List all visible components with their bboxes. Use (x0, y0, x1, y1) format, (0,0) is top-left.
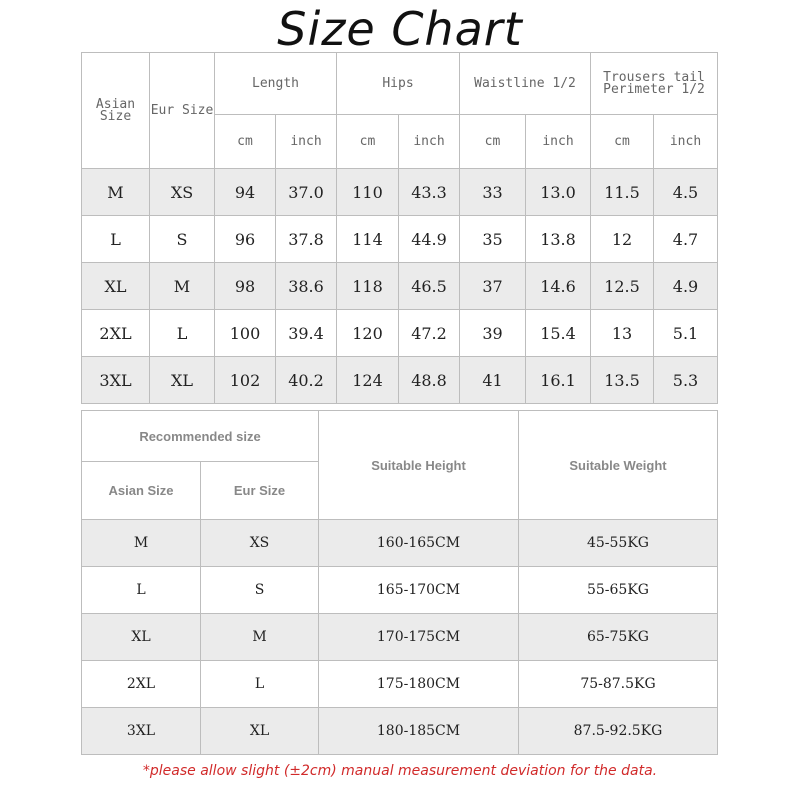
table-cell: 5.1 (654, 310, 718, 357)
table-cell: L (150, 310, 215, 357)
table-cell: L (201, 661, 319, 708)
table-row (82, 263, 718, 310)
table-row (82, 169, 718, 216)
table-cell: 37.8 (276, 216, 337, 263)
table-cell: 120 (337, 310, 399, 357)
hips-header: Hips (337, 53, 460, 115)
table-cell: 13.8 (526, 216, 591, 263)
table-cell: 44.9 (399, 216, 460, 263)
table-row (82, 310, 718, 357)
table-cell: 39 (460, 310, 526, 357)
table-cell: 180-185CM (319, 708, 519, 755)
table-cell: M (150, 263, 215, 310)
table-cell: 46.5 (399, 263, 460, 310)
table-cell: 118 (337, 263, 399, 310)
table-cell: 110 (337, 169, 399, 216)
table-cell: 13.0 (526, 169, 591, 216)
trousers-header: Trousers tail Perimeter 1/2 (591, 53, 718, 115)
table-cell: 5.3 (654, 357, 718, 404)
length-header: Length (215, 53, 337, 115)
table-cell: L (82, 216, 150, 263)
table-row (82, 661, 718, 708)
recommended-size-table (81, 410, 718, 755)
table-cell: 65-75KG (519, 614, 718, 661)
table-row (82, 520, 718, 567)
table-cell: 2XL (82, 661, 201, 708)
unit-cm: cm (591, 115, 654, 169)
table-cell: 98 (215, 263, 276, 310)
table-cell: 3XL (82, 708, 201, 755)
recommended-size-header: Recommended size (82, 411, 319, 462)
table-cell: 12 (591, 216, 654, 263)
table-cell: 41 (460, 357, 526, 404)
waistline-header: Waistline 1/2 (460, 53, 591, 115)
table-cell: 12.5 (591, 263, 654, 310)
table-cell: 11.5 (591, 169, 654, 216)
table-cell: 4.7 (654, 216, 718, 263)
table-cell: 87.5-92.5KG (519, 708, 718, 755)
table-cell: 114 (337, 216, 399, 263)
unit-cm: cm (337, 115, 399, 169)
table-cell: M (82, 169, 150, 216)
eur-size-header: Eur Size (150, 53, 215, 169)
suitable-weight-header: Suitable Weight (519, 411, 718, 520)
table-cell: M (82, 520, 201, 567)
table-cell: 96 (215, 216, 276, 263)
table-cell: 47.2 (399, 310, 460, 357)
table-cell: 4.9 (654, 263, 718, 310)
table-cell: 124 (337, 357, 399, 404)
table-cell: 3XL (82, 357, 150, 404)
unit-cm: cm (460, 115, 526, 169)
table-cell: 48.8 (399, 357, 460, 404)
table-cell: 175-180CM (319, 661, 519, 708)
table-row (82, 708, 718, 755)
table-row (82, 216, 718, 263)
unit-cm: cm (215, 115, 276, 169)
table-cell: 33 (460, 169, 526, 216)
table-cell: XL (82, 614, 201, 661)
eur-size-header: Eur Size (201, 462, 319, 520)
table-cell: XL (201, 708, 319, 755)
table-cell: 37 (460, 263, 526, 310)
table-cell: 55-65KG (519, 567, 718, 614)
table-cell: 160-165CM (319, 520, 519, 567)
table-cell: 2XL (82, 310, 150, 357)
asian-size-header: Asian Size (82, 462, 201, 520)
table-cell: L (82, 567, 201, 614)
table-cell: 4.5 (654, 169, 718, 216)
table-row (82, 357, 718, 404)
table-cell: 100 (215, 310, 276, 357)
table-cell: 45-55KG (519, 520, 718, 567)
page-title: Size Chart (277, 2, 523, 56)
table-cell: XS (150, 169, 215, 216)
table-cell: 40.2 (276, 357, 337, 404)
asian-size-header: Asian Size (82, 53, 150, 169)
table-cell: 38.6 (276, 263, 337, 310)
table-cell: 16.1 (526, 357, 591, 404)
table-cell: 14.6 (526, 263, 591, 310)
measurement-note: *please allow slight (±2cm) manual measurement deviation for the data. (142, 763, 658, 779)
table-cell: XS (201, 520, 319, 567)
table-cell: 35 (460, 216, 526, 263)
table-cell: 39.4 (276, 310, 337, 357)
suitable-height-header: Suitable Height (319, 411, 519, 520)
table-cell: 15.4 (526, 310, 591, 357)
table-cell: 102 (215, 357, 276, 404)
unit-inch: inch (526, 115, 591, 169)
table-cell: S (201, 567, 319, 614)
unit-inch: inch (276, 115, 337, 169)
unit-inch: inch (654, 115, 718, 169)
table-cell: 94 (215, 169, 276, 216)
table-cell: 13.5 (591, 357, 654, 404)
table-cell: 165-170CM (319, 567, 519, 614)
table-cell: XL (150, 357, 215, 404)
table-cell: 170-175CM (319, 614, 519, 661)
unit-inch: inch (399, 115, 460, 169)
table-cell: 13 (591, 310, 654, 357)
table-cell: S (150, 216, 215, 263)
table-cell: 75-87.5KG (519, 661, 718, 708)
table-cell: M (201, 614, 319, 661)
table-row (82, 567, 718, 614)
table-cell: XL (82, 263, 150, 310)
table-cell: 37.0 (276, 169, 337, 216)
table-row (82, 614, 718, 661)
table-cell: 43.3 (399, 169, 460, 216)
measurement-table (81, 52, 718, 404)
